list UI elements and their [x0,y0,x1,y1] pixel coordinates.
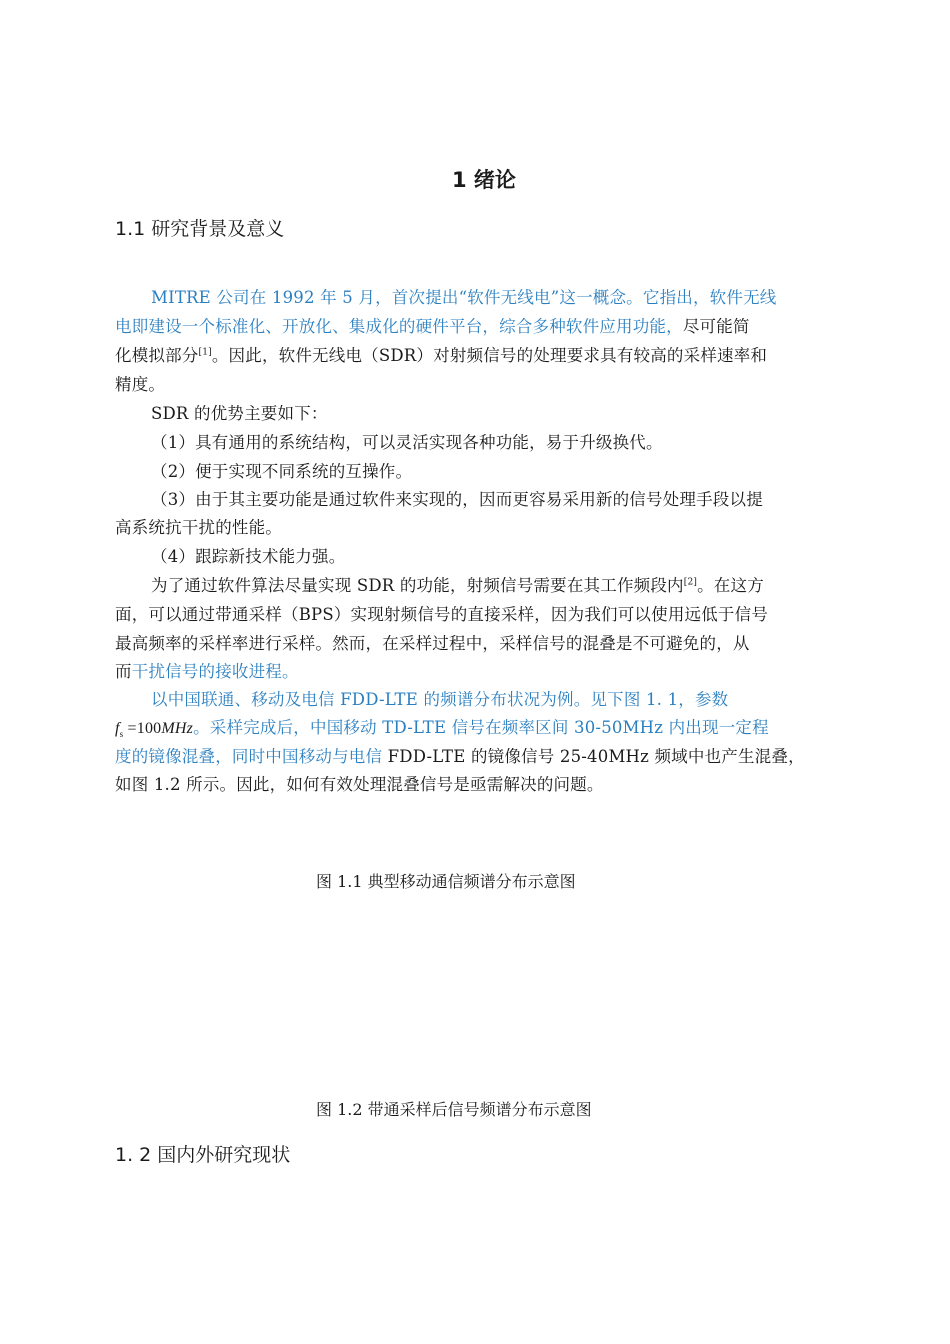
para4-line3-blue: 度的镜像混叠，同时中国移动与电信 [115,747,383,766]
section-1-2-heading: 1. 2 国内外研究现状 [115,1144,291,1166]
sampling-rate-formula [115,720,194,740]
para3-line1-b: 。在这方 [697,576,764,595]
para1-line2-black: 尽可能简 [682,317,750,336]
para3-line4-blue: 干扰信号的接收进程。 [131,662,299,681]
formula-unit: MHz [161,720,194,737]
para4-line3 [115,743,805,767]
para1-line2 [115,313,750,337]
advantage-4: （4）跟踪新技术能力强。 [151,547,346,566]
section-1-1-heading: 1.1 研究背景及意义 [115,218,285,240]
citation-2: [2] [683,577,698,588]
para3-line4 [115,658,299,682]
advantage-3-line1: （3）由于其主要功能是通过软件来实现的，因而更容易采用新的信号处理手段以提 [151,490,763,509]
para4-line2-text: 。采样完成后，中国移动 TD-LTE 信号在频率区间 30-50MHz 内出现一定程 [193,718,769,737]
advantages-intro: SDR 的优势主要如下： [151,404,328,423]
para1-line3-a: 化模拟部分 [115,346,199,365]
para3-line3: 最高频率的采样率进行采样。然而，在采样过程中，采样信号的混叠是不可避免的，从 [115,634,750,653]
para4-line2 [115,714,769,739]
para4-line1: 以中国联通、移动及电信 FDD-LTE 的频谱分布状况为例。见下图 1. 1，参数 [151,690,729,709]
para3-line1 [151,572,764,596]
para4-line3-black: FDD-LTE 的镜像信号 25-40MHz 频域中也产生混叠， [382,747,805,766]
advantage-1: （1）具有通用的系统结构，可以灵活实现各种功能，易于升级换代。 [151,433,663,452]
formula-sub: s [119,729,124,740]
para3-line1-a: 为了通过软件算法尽量实现 SDR 的功能，射频信号需要在其工作频段内 [151,576,684,595]
figure-1-2-caption: 图 1.2 带通采样后信号频谱分布示意图 [316,1100,592,1119]
para1-line3-b: 。因此，软件无线电（SDR）对射频信号的处理要求具有较高的采样速率和 [211,346,768,365]
para1-line2-blue: 电即建设一个标准化、开放化、集成化的硬件平台，综合多种软件应用功能， [115,317,683,336]
advantage-3-line2: 高系统抗干扰的性能。 [115,518,282,537]
para4-line4: 如图 1.2 所示。因此，如何有效处理混叠信号是亟需解决的问题。 [115,775,604,794]
figure-1-1-caption: 图 1.1 典型移动通信频谱分布示意图 [316,872,576,891]
advantage-2: （2）便于实现不同系统的互操作。 [151,462,413,481]
para1-line1: MITRE 公司在 1992 年 5 月，首次提出“软件无线电”这一概念。它指出，软件无线 [151,288,777,307]
para3-line2: 面，可以通过带通采样（BPS）实现射频信号的直接采样，因为我们可以使用远低于信号 [115,605,769,624]
chapter-title: 1 绪论 [452,168,516,192]
para1-line4: 精度。 [115,375,166,394]
para1-line3 [115,342,767,366]
citation-1: [1] [198,347,212,358]
para3-line4-a: 而 [115,662,132,681]
formula-eq: =100 [123,720,162,737]
formula-f: f [115,720,120,737]
